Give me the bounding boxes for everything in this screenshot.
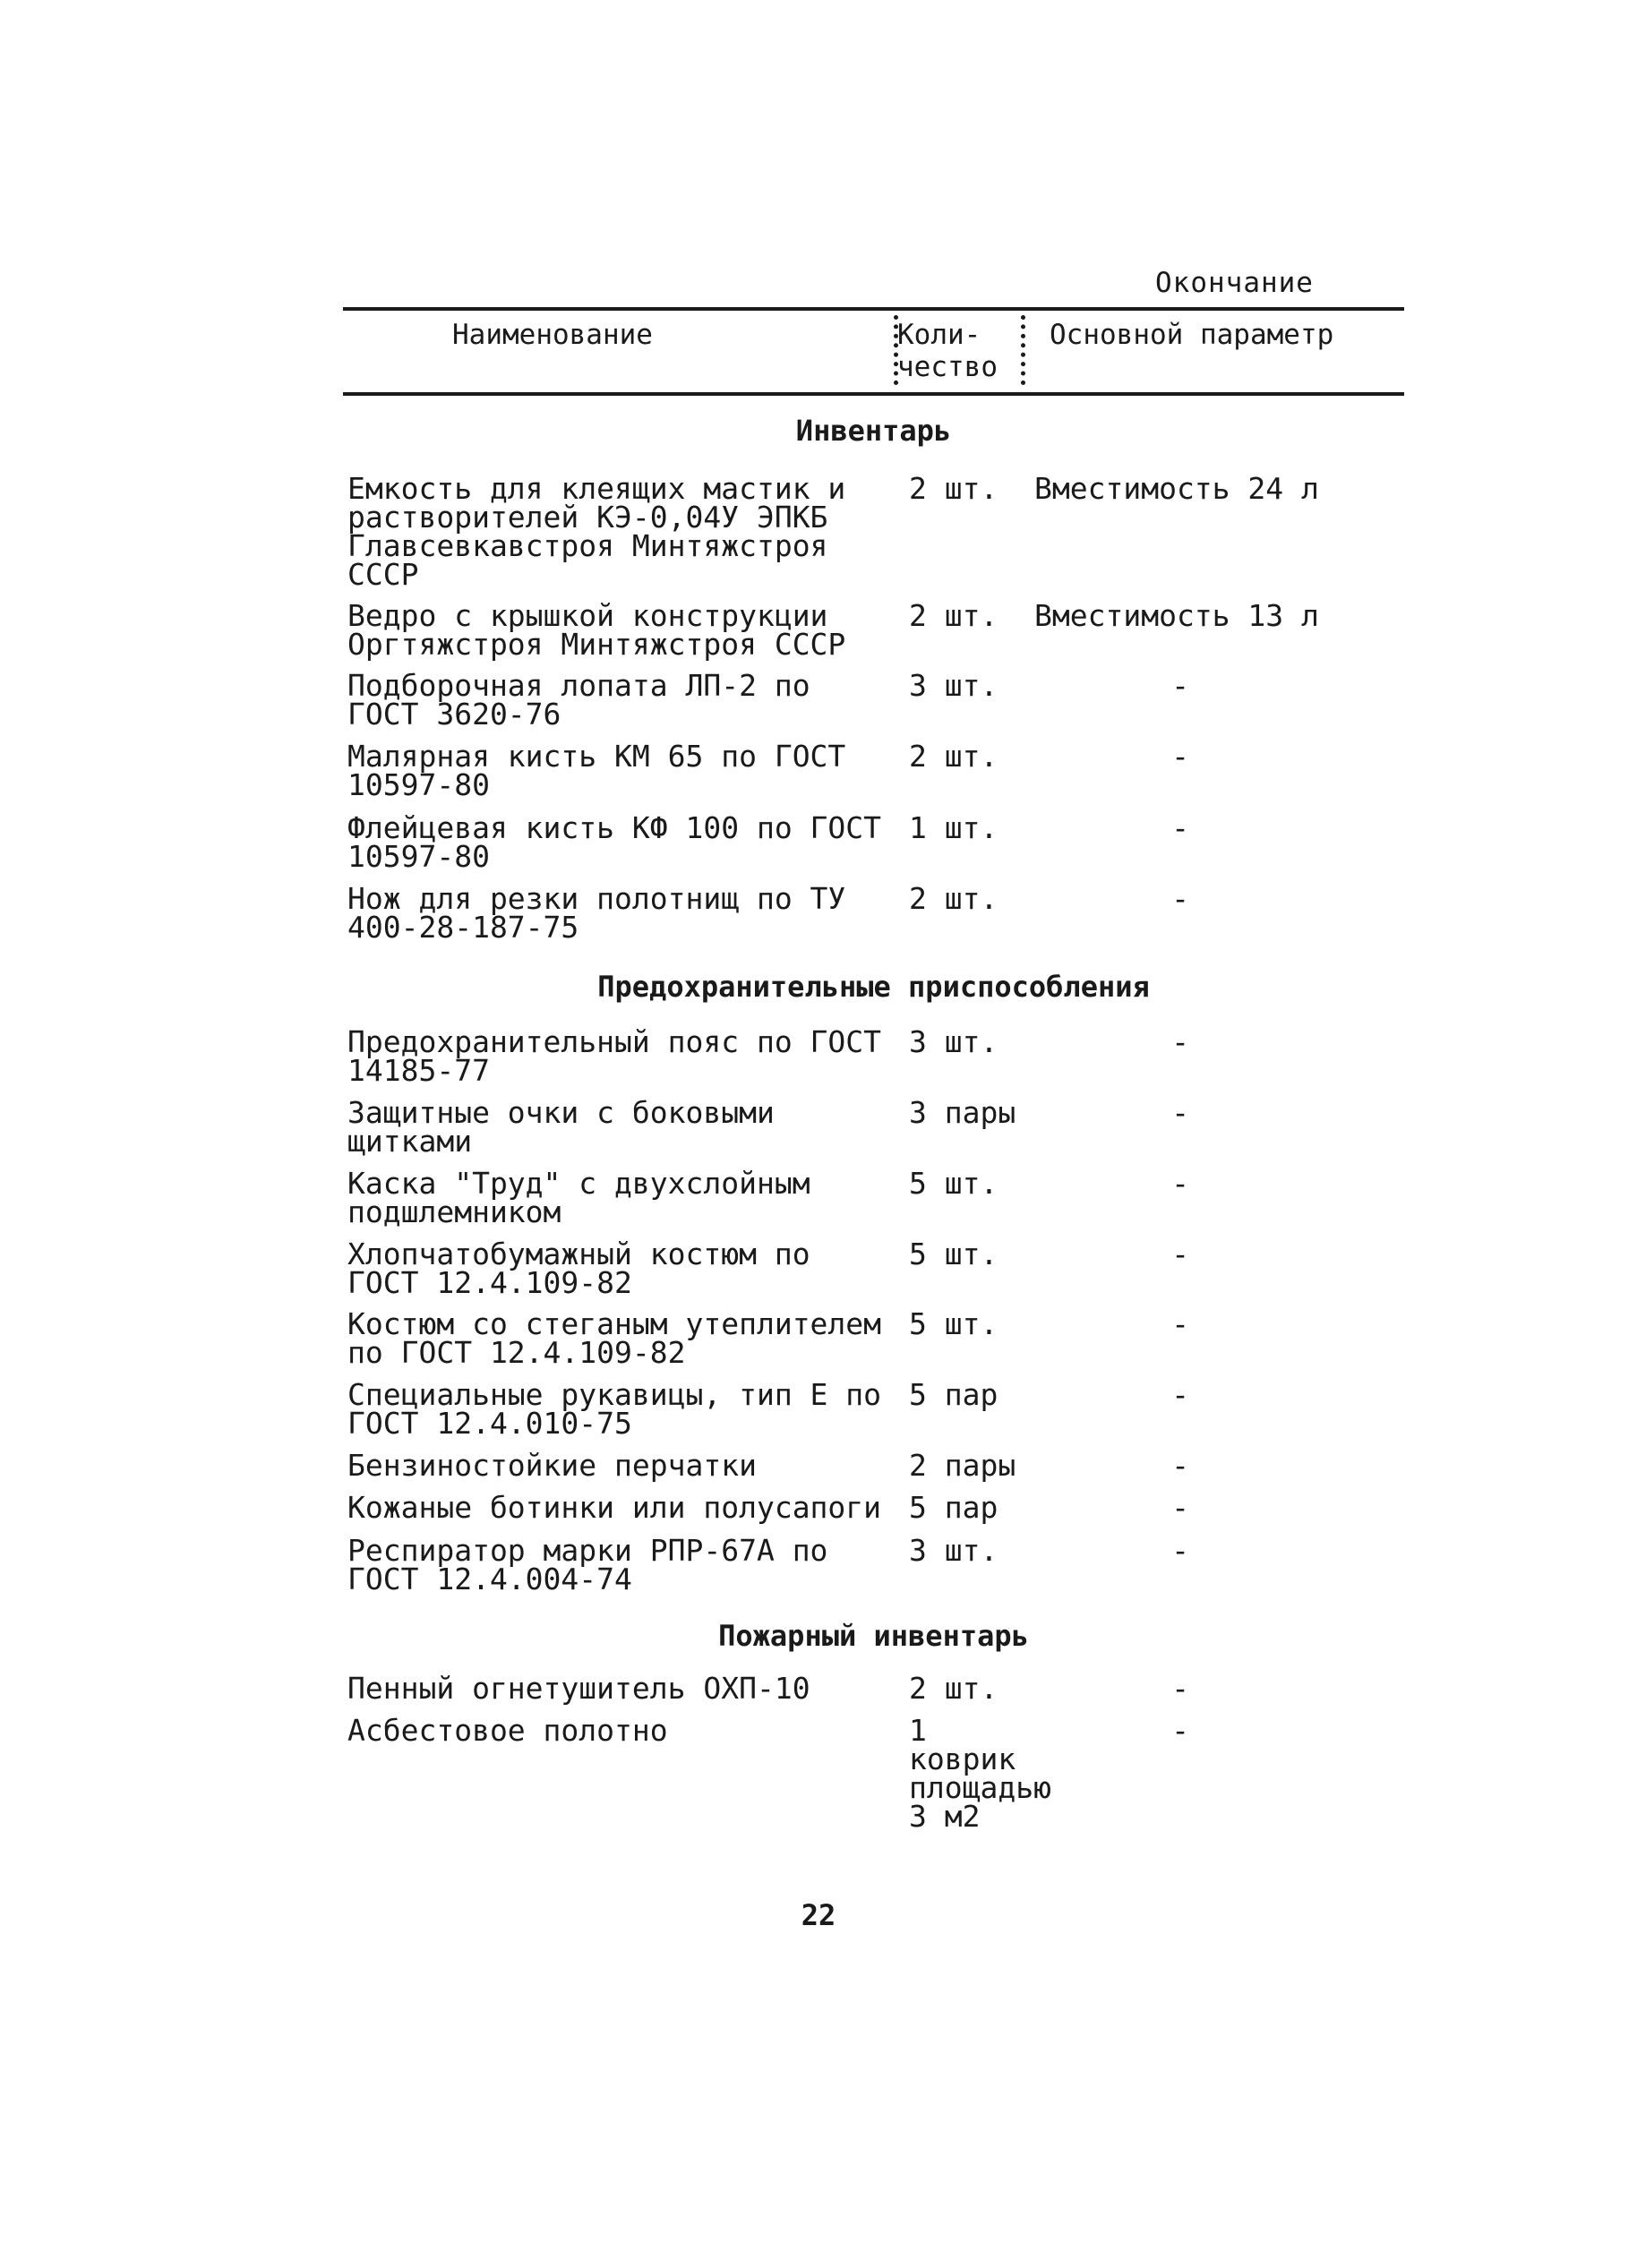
row-param: - (1171, 810, 1189, 845)
row-param: - (1171, 1095, 1189, 1130)
header-qty-line2: чество (897, 351, 998, 383)
header-qty-line1: Коли- (897, 319, 981, 351)
row-param: - (1171, 1490, 1189, 1525)
section-title: Инвентарь (795, 414, 952, 448)
header-qty (897, 319, 1027, 383)
row-param: - (1171, 1671, 1189, 1706)
row-qty: 1 коврик площадью 3 м2 (909, 1713, 1051, 1834)
table-header-rule (343, 392, 1404, 396)
row-name: Кожаные ботинки или полусапоги (347, 1490, 882, 1525)
row-qty: 2 пары (909, 1448, 1016, 1483)
row-param: - (1171, 1533, 1189, 1568)
row-qty: 3 шт. (909, 1533, 998, 1568)
row-param: - (1171, 1306, 1189, 1341)
row-qty: 1 шт. (909, 810, 998, 845)
section-title: Пожарный инвентарь (718, 1619, 1029, 1653)
row-qty: 5 шт. (909, 1306, 998, 1341)
row-name: Малярная кисть КМ 65 по ГОСТ 10597-80 (347, 739, 846, 802)
row-param: - (1171, 739, 1189, 774)
row-qty: 3 шт. (909, 1024, 998, 1059)
row-param: Вместимость 24 л (1034, 471, 1319, 506)
row-qty: 5 шт. (909, 1166, 998, 1201)
row-name: Костюм со стеганым утеплителем по ГОСТ 12.4.109-82 (347, 1306, 882, 1370)
table-top-rule (343, 307, 1404, 311)
section-title: Предохранительные приспособления (597, 970, 1150, 1004)
row-qty: 3 пары (909, 1095, 1016, 1130)
row-param: - (1171, 881, 1189, 916)
row-param: - (1171, 1024, 1189, 1059)
row-name: Подборочная лопата ЛП-2 по ГОСТ 3620-76 (347, 668, 810, 732)
row-name: Нож для резки полотнищ по ТУ 400-28-187-75 (347, 881, 846, 945)
row-name: Предохранительный пояс по ГОСТ 14185-77 (347, 1024, 882, 1088)
header-separator-right (1021, 315, 1025, 385)
header-name: Наименование (452, 319, 653, 351)
row-param: - (1171, 1448, 1189, 1483)
row-param: - (1171, 668, 1189, 703)
row-param: - (1171, 1713, 1189, 1748)
row-param: Вместимость 13 л (1034, 598, 1319, 633)
row-qty: 2 шт. (909, 881, 998, 916)
continuation-label: Окончание (1155, 267, 1314, 299)
row-param: - (1171, 1166, 1189, 1201)
row-name: Каска "Труд" с двухслойным подшлемником (347, 1166, 810, 1229)
row-name: Защитные очки с боковыми щитками (347, 1095, 775, 1159)
row-param: - (1171, 1237, 1189, 1271)
row-qty: 3 шт. (909, 668, 998, 703)
row-name: Ведро с крышкой конструкции Оргтяжстроя Минтяжстроя СССР (347, 598, 846, 662)
row-qty: 5 пар (909, 1377, 998, 1412)
row-name: Бензиностойкие перчатки (347, 1448, 757, 1483)
page-number: 22 (801, 1898, 836, 1932)
row-name: Флейцевая кисть КФ 100 по ГОСТ 10597-80 (347, 810, 882, 874)
header-param: Основной параметр (1050, 319, 1334, 351)
row-name: Асбестовое полотно (347, 1713, 668, 1748)
row-name: Хлопчатобумажный костюм по ГОСТ 12.4.109-82 (347, 1237, 810, 1300)
row-name: Специальные рукавицы, тип Е по ГОСТ 12.4.010-75 (347, 1377, 882, 1441)
row-name: Емкость для клеящих мастик и растворителей КЭ-0,04У ЭПКБ Главсевкавстроя Минтяжстроя СССР (347, 471, 846, 592)
row-qty: 5 шт. (909, 1237, 998, 1271)
row-name: Респиратор марки РПР-67А по ГОСТ 12.4.004-74 (347, 1533, 828, 1596)
row-qty: 5 пар (909, 1490, 998, 1525)
row-qty: 2 шт. (909, 739, 998, 774)
row-param: - (1171, 1377, 1189, 1412)
row-qty: 2 шт. (909, 1671, 998, 1706)
row-name: Пенный огнетушитель ОХП-10 (347, 1671, 810, 1706)
row-qty: 2 шт. (909, 471, 998, 506)
row-qty: 2 шт. (909, 598, 998, 633)
